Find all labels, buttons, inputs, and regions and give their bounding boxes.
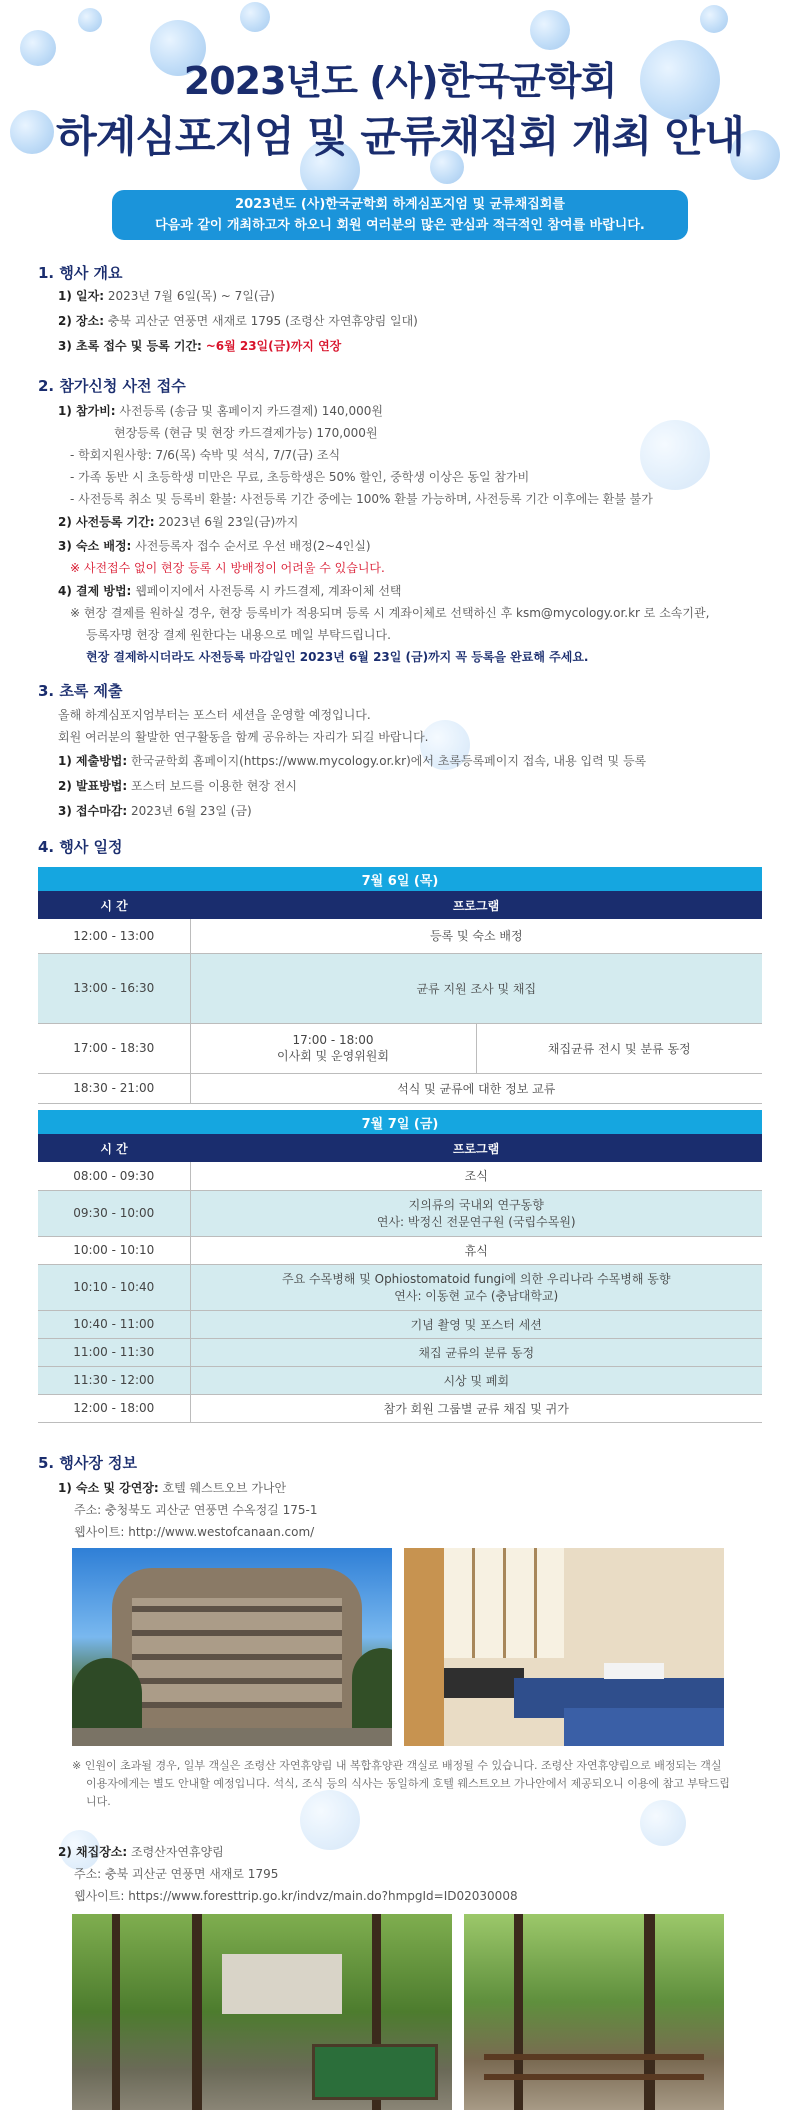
program-cell: 채집균류 전시 및 분류 동정 (476, 1023, 762, 1073)
time-cell: 12:00 - 18:00 (38, 1394, 190, 1422)
header (0, 0, 800, 270)
time-cell: 11:00 - 11:30 (38, 1338, 190, 1366)
venue-hotel: 1) 숙소 및 강연장: 호텔 웨스트오브 가나안 (58, 1481, 287, 1495)
tree-trunk (192, 1914, 202, 2110)
payment-note: 등록자명 현장 결제 원한다는 내용으로 메일 부탁드립니다. (86, 628, 391, 642)
time-cell: 08:00 - 09:30 (38, 1162, 190, 1190)
table-row (38, 1310, 762, 1338)
table-row (38, 1264, 762, 1310)
day-header (38, 1110, 762, 1134)
payment-note: ※ 현장 결제를 원하실 경우, 현장 등록비가 적용되며 등록 시 계좌이체로 선택하신 후 ksm@mycology.or.kr 로 소속기관, (70, 606, 710, 620)
payment-method: 4) 결제 방법: 웹페이지에서 사전등록 시 카드결제, 계좌이체 선택 (58, 584, 402, 598)
road-shape (72, 1728, 392, 1746)
building-windows (132, 1598, 342, 1708)
program-cell: 기념 촬영 및 포스터 세션 (190, 1310, 762, 1338)
pillow-shape (604, 1663, 664, 1679)
time-cell: 10:40 - 11:00 (38, 1310, 190, 1338)
table-row (38, 1073, 762, 1103)
forest-trail-photo (464, 1914, 724, 2110)
sub-program: 이사회 및 운영위원회 (277, 1048, 389, 1063)
venue-collection-website[interactable]: 웹사이트: https://www.foresttrip.go.kr/indvz/main.do?hmpgId=ID02030008 (74, 1889, 518, 1903)
table-row (38, 1236, 762, 1264)
program-cell: 시상 및 폐회 (190, 1366, 762, 1394)
table-row (38, 1338, 762, 1366)
column-program: 프로그램 (190, 1134, 762, 1162)
tree-trunk (514, 1914, 523, 2110)
table-row (38, 1394, 762, 1422)
cabin-shape (222, 1954, 342, 2014)
time-cell: 10:00 - 10:10 (38, 1236, 190, 1264)
program-title: 주요 수목병해 및 Ophiostomatoid fungi에 의한 우리나라 수목병해 동향 (282, 1272, 671, 1286)
section-title-overview: 1. 행사 개요 (38, 264, 123, 282)
table-row (38, 1366, 762, 1394)
venue-hotel-website[interactable]: 웹사이트: http://www.westofcanaan.com/ (74, 1525, 315, 1539)
program-cell: 휴식 (190, 1236, 762, 1264)
title-line-1: 2023년도 (사)한국균학회 (183, 59, 617, 103)
venue-collection-address: 주소: 충북 괴산군 연풍면 새재로 1795 (74, 1867, 279, 1881)
venue-collection: 2) 채집장소: 조령산자연휴양림 (58, 1845, 224, 1859)
time-cell: 09:30 - 10:00 (38, 1190, 190, 1236)
program-cell: 채집 균류의 분류 동정 (190, 1338, 762, 1366)
overview-date: 1) 일자: 2023년 7월 6일(목) ~ 7일(금) (58, 289, 275, 303)
schedule-table-day2 (38, 1110, 762, 1423)
wall-panel (404, 1548, 444, 1746)
column-time: 시 간 (38, 891, 190, 919)
section-title-abstract: 3. 초록 제출 (38, 682, 123, 700)
venue-note-line: ※ 인원이 초과될 경우, 일부 객실은 조령산 자연휴양림 내 복합휴양관 객실로 배정될 수 있습니다. 조령산 자연휴양림으로 배정되는 객실 (72, 1759, 722, 1772)
program-speaker: 연사: 이동현 교수 (충남대학교) (394, 1289, 559, 1303)
program-cell: 조식 (190, 1162, 762, 1190)
day-header (38, 867, 762, 891)
day-label: 7월 6일 (목) (38, 867, 762, 891)
time-cell: 12:00 - 13:00 (38, 919, 190, 953)
tv-shape (444, 1668, 524, 1698)
table-row (38, 919, 762, 953)
registration-fee: 1) 참가비: 사전등록 (송금 및 홈페이지 카드결제) 140,000원 (58, 404, 383, 418)
program-cell: 석식 및 균류에 대한 정보 교류 (190, 1073, 762, 1103)
banner-line-2: 다음과 같이 개최하고자 하오니 회원 여러분의 많은 관심과 적극적인 참여를 바랍니다. (155, 218, 645, 233)
room-assignment-note: ※ 사전접수 없이 현장 등록 시 방배정이 어려울 수 있습니다. (70, 561, 385, 575)
column-header (38, 1134, 762, 1162)
tree-trunk (112, 1914, 120, 2110)
time-cell: 10:10 - 10:40 (38, 1264, 190, 1310)
venue-note-line: 니다. (86, 1795, 111, 1808)
room-assignment: 3) 숙소 배정: 사전등록자 접수 순서로 우선 배정(2~4인실) (58, 539, 371, 553)
registration-detail: - 가족 동반 시 초등학생 미만은 무료, 초등학생은 50% 할인, 중학생 이상은 동일 참가비 (70, 470, 530, 484)
venue-hotel-address: 주소: 충청북도 괴산군 연풍면 수옥정길 175-1 (74, 1503, 318, 1517)
abstract-submission: 1) 제출방법: 한국균학회 홈페이지(https://www.mycology.or.kr)에서 초록등록페이지 접속, 내용 입력 및 등록 (58, 754, 647, 768)
payment-note-highlight: 현장 결제하시더라도 사전등록 마감일인 2023년 6월 23일 (금)까지 꼭 등록을 완료해 주세요. (86, 650, 589, 664)
intro-banner (112, 190, 688, 240)
program-cell (190, 1190, 762, 1236)
schedule-table-day1 (38, 867, 762, 1104)
section-title-registration: 2. 참가신청 사전 접수 (38, 377, 186, 395)
program-cell-split (190, 1023, 476, 1073)
window-shape (444, 1548, 564, 1658)
hotel-room-photo (404, 1548, 724, 1746)
overview-deadline: 3) 초록 접수 및 등록 기간: ~6월 23일(금)까지 연장 (58, 339, 342, 353)
time-cell: 11:30 - 12:00 (38, 1366, 190, 1394)
table-row (38, 953, 762, 1023)
program-speaker: 연사: 박정신 전문연구원 (국립수목원) (376, 1215, 576, 1229)
bubble-decoration (640, 420, 710, 490)
program-title: 지의류의 국내외 연구동향 (408, 1198, 544, 1212)
registration-fee-onsite: 현장등록 (현금 및 현장 카드결제가능) 170,000원 (114, 426, 378, 440)
abstract-presentation: 2) 발표방법: 포스터 보드를 이용한 현장 전시 (58, 779, 297, 793)
tree-trunk (644, 1914, 655, 2110)
table-row (38, 1162, 762, 1190)
time-cell: 18:30 - 21:00 (38, 1073, 190, 1103)
table-row (38, 1190, 762, 1236)
program-cell: 균류 지원 조사 및 채집 (190, 953, 762, 1023)
section-title-schedule: 4. 행사 일정 (38, 838, 123, 856)
bed-shape (564, 1708, 724, 1746)
abstract-intro: 올해 하계심포지엄부터는 포스터 세션을 운영할 예정입니다. (58, 708, 371, 722)
column-program: 프로그램 (190, 891, 762, 919)
program-cell: 참가 회원 그룹별 균류 채집 및 귀가 (190, 1394, 762, 1422)
day-label: 7월 7일 (금) (38, 1110, 762, 1134)
time-cell: 17:00 - 18:30 (38, 1023, 190, 1073)
hotel-exterior-photo (72, 1548, 392, 1746)
bubble-decoration (78, 8, 102, 32)
venue-note (72, 1757, 730, 1811)
title-line-2: 하계심포지엄 및 균류채집회 개최 안내 (56, 112, 744, 161)
forest-entrance-photo (72, 1914, 452, 2110)
column-time: 시 간 (38, 1134, 190, 1162)
section-title-venue: 5. 행사장 정보 (38, 1454, 138, 1472)
registration-detail: - 사전등록 취소 및 등록비 환불: 사전등록 기간 중에는 100% 환불 가능하며, 사전등록 기간 이후에는 환불 불가 (70, 492, 653, 506)
bubble-decoration (240, 2, 270, 32)
overview-venue: 2) 장소: 충북 괴산군 연풍면 새재로 1795 (조령산 자연휴양림 일대) (58, 314, 418, 328)
fence-rail (484, 2054, 704, 2060)
abstract-deadline: 3) 접수마감: 2023년 6월 23일 (금) (58, 804, 252, 818)
banner-line-1: 2023년도 (사)한국균학회 하계심포지엄 및 균류채집회를 (235, 197, 565, 212)
table-row (38, 1023, 762, 1073)
sub-time: 17:00 - 18:00 (292, 1032, 374, 1047)
fence-rail (484, 2074, 704, 2080)
bubble-decoration (530, 10, 570, 50)
abstract-intro: 회원 여러분의 활발한 연구활동을 함께 공유하는 자리가 되길 바랍니다. (58, 730, 429, 744)
program-cell (190, 1264, 762, 1310)
time-cell: 13:00 - 16:30 (38, 953, 190, 1023)
registration-period: 2) 사전등록 기간: 2023년 6월 23일(금)까지 (58, 515, 299, 529)
program-cell: 등록 및 숙소 배정 (190, 919, 762, 953)
bubble-decoration (700, 5, 728, 33)
venue-note-line: 이용자에게는 별도 안내할 예정입니다. 석식, 조식 등의 식사는 동일하게 호텔 웨스트오브 가나안에서 제공되오니 이용에 참고 부탁드립 (86, 1777, 730, 1790)
sign-board-shape (312, 2044, 438, 2100)
column-header (38, 891, 762, 919)
registration-detail: - 학회지원사항: 7/6(목) 숙박 및 석식, 7/7(금) 조식 (70, 448, 341, 462)
